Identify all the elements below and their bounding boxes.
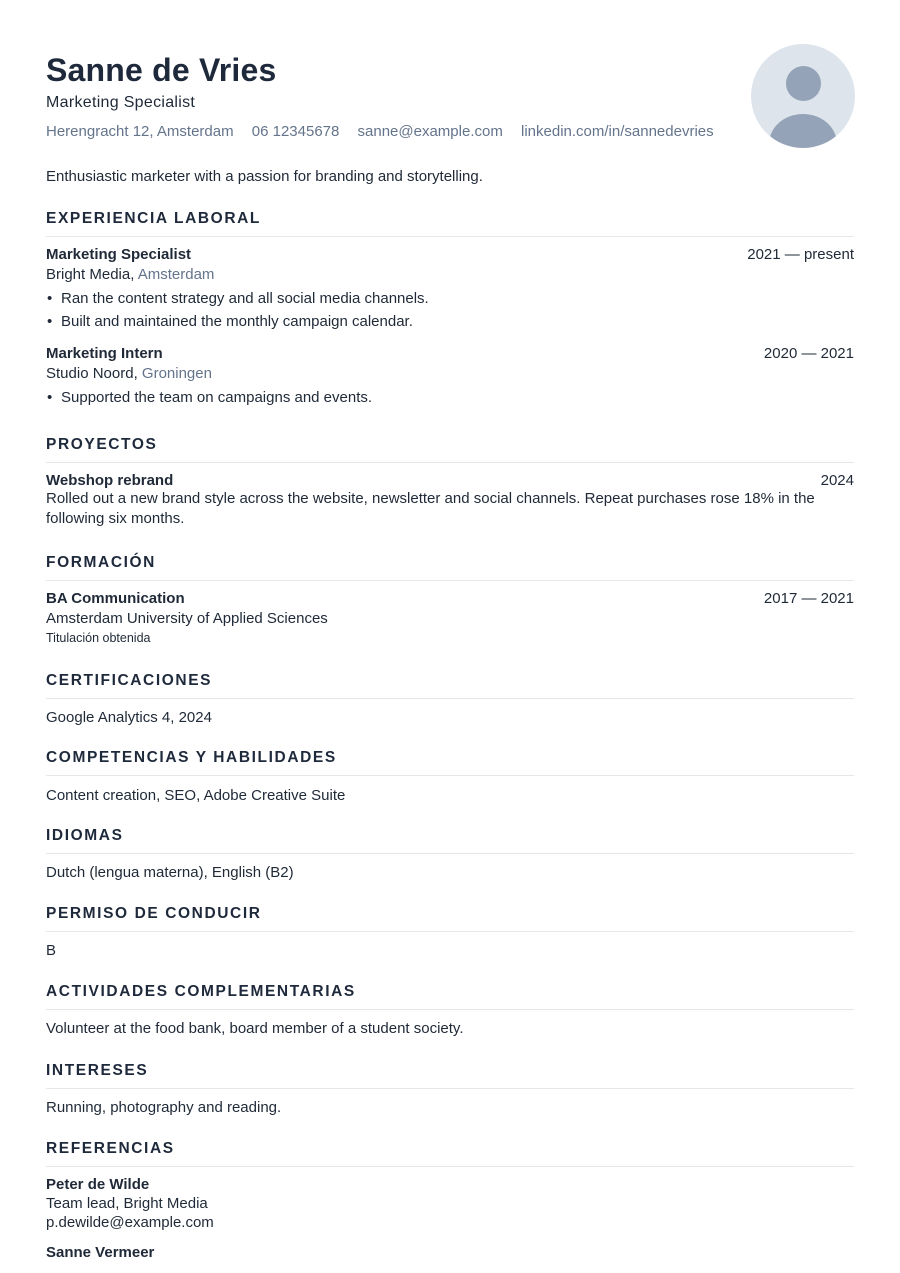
- skills-text: Content creation, SEO, Adobe Creative Suite: [46, 787, 346, 804]
- project-description: Rolled out a new brand style across the website, newsletter and social channels. Repeat purchases rose 18% in the following six months.: [46, 490, 815, 527]
- candidate-name: Sanne de Vries: [46, 52, 277, 88]
- contact-phone: 06 12345678: [251, 123, 340, 140]
- experience-company: Studio Noord: [46, 365, 134, 382]
- section-title-driving-license: PERMISO DE CONDUCIR: [46, 905, 854, 932]
- experience-company: Bright Media: [46, 266, 131, 283]
- contact-linkedin[interactable]: linkedin.com/in/sannedevries: [521, 123, 714, 140]
- resume-header: [46, 0, 854, 150]
- candidate-title: Marketing Specialist: [46, 94, 196, 111]
- section-title-languages: IDIOMAS: [46, 827, 854, 854]
- experience-bullet: • Ran the content strategy and all social media channels.: [46, 287, 854, 310]
- project-entry: [46, 472, 854, 529]
- reference-name: Peter de Wilde: [46, 1176, 150, 1193]
- experience-dates: 2020 — 2021: [763, 345, 854, 362]
- experience-bullets: [46, 287, 854, 333]
- experience-org: Bright Media, Amsterdam: [46, 266, 215, 283]
- education-dates: 2017 — 2021: [763, 590, 854, 607]
- education-note: Titulación obtenida: [46, 631, 151, 645]
- driving-license-text: B: [46, 942, 57, 959]
- education-degree: BA Communication: [46, 590, 185, 607]
- section-title-activities: ACTIVIDADES COMPLEMENTARIAS: [46, 983, 854, 1010]
- experience-dates: 2021 — present: [747, 246, 854, 263]
- experience-entry: [46, 246, 854, 333]
- reference-name: Sanne Vermeer: [46, 1244, 155, 1261]
- project-year: 2024: [820, 472, 854, 489]
- section-interests: [46, 1062, 854, 1118]
- avatar-body-shape: [769, 114, 837, 148]
- reference-email[interactable]: p.dewilde@example.com: [46, 1214, 214, 1231]
- reference-entry: [46, 1244, 854, 1261]
- experience-bullet: • Built and maintained the monthly campaign calendar.: [46, 310, 854, 333]
- reference-position: Team lead, Bright Media: [46, 1195, 208, 1212]
- section-references: [46, 1140, 854, 1261]
- section-certifications: [46, 672, 854, 728]
- contact-address: Herengracht 12, Amsterdam: [46, 123, 234, 140]
- section-education: [46, 554, 854, 645]
- contact-email[interactable]: sanne@example.com: [357, 123, 503, 140]
- section-driving-license: [46, 905, 854, 961]
- section-title-experience: EXPERIENCIA LABORAL: [46, 210, 854, 237]
- activities-text: Volunteer at the food bank, board member of a student society.: [46, 1020, 464, 1037]
- section-experience: [46, 210, 854, 409]
- languages-text: Dutch (lengua materna), English (B2): [46, 864, 294, 881]
- experience-org: Studio Noord, Groningen: [46, 365, 212, 382]
- reference-entry: [46, 1176, 854, 1231]
- section-title-references: REFERENCIAS: [46, 1140, 854, 1167]
- project-name: Webshop rebrand: [46, 472, 174, 489]
- education-entry: [46, 590, 854, 645]
- contact-line: [46, 123, 728, 140]
- section-title-education: FORMACIÓN: [46, 554, 854, 581]
- certifications-text: Google Analytics 4, 2024: [46, 709, 212, 726]
- experience-role: Marketing Intern: [46, 345, 163, 362]
- interests-text: Running, photography and reading.: [46, 1099, 282, 1116]
- profile-summary: Enthusiastic marketer with a passion for branding and storytelling.: [46, 168, 483, 185]
- section-skills: [46, 749, 854, 806]
- avatar-head-shape: [786, 66, 821, 101]
- experience-entry: [46, 345, 854, 409]
- section-projects: [46, 436, 854, 529]
- experience-role: Marketing Specialist: [46, 246, 192, 263]
- experience-bullets: [46, 386, 854, 409]
- section-title-projects: PROYECTOS: [46, 436, 854, 463]
- section-title-interests: INTERESES: [46, 1062, 854, 1089]
- experience-city: Groningen: [141, 365, 212, 382]
- section-languages: [46, 827, 854, 883]
- avatar-user-silhouette-icon: [751, 44, 855, 148]
- section-title-skills: COMPETENCIAS Y HABILIDADES: [46, 749, 854, 776]
- section-title-certifications: CERTIFICACIONES: [46, 672, 854, 699]
- experience-city: Amsterdam: [137, 266, 215, 283]
- education-school: Amsterdam University of Applied Sciences: [46, 610, 328, 627]
- experience-bullet: • Supported the team on campaigns and events.: [46, 386, 854, 409]
- section-activities: [46, 983, 854, 1039]
